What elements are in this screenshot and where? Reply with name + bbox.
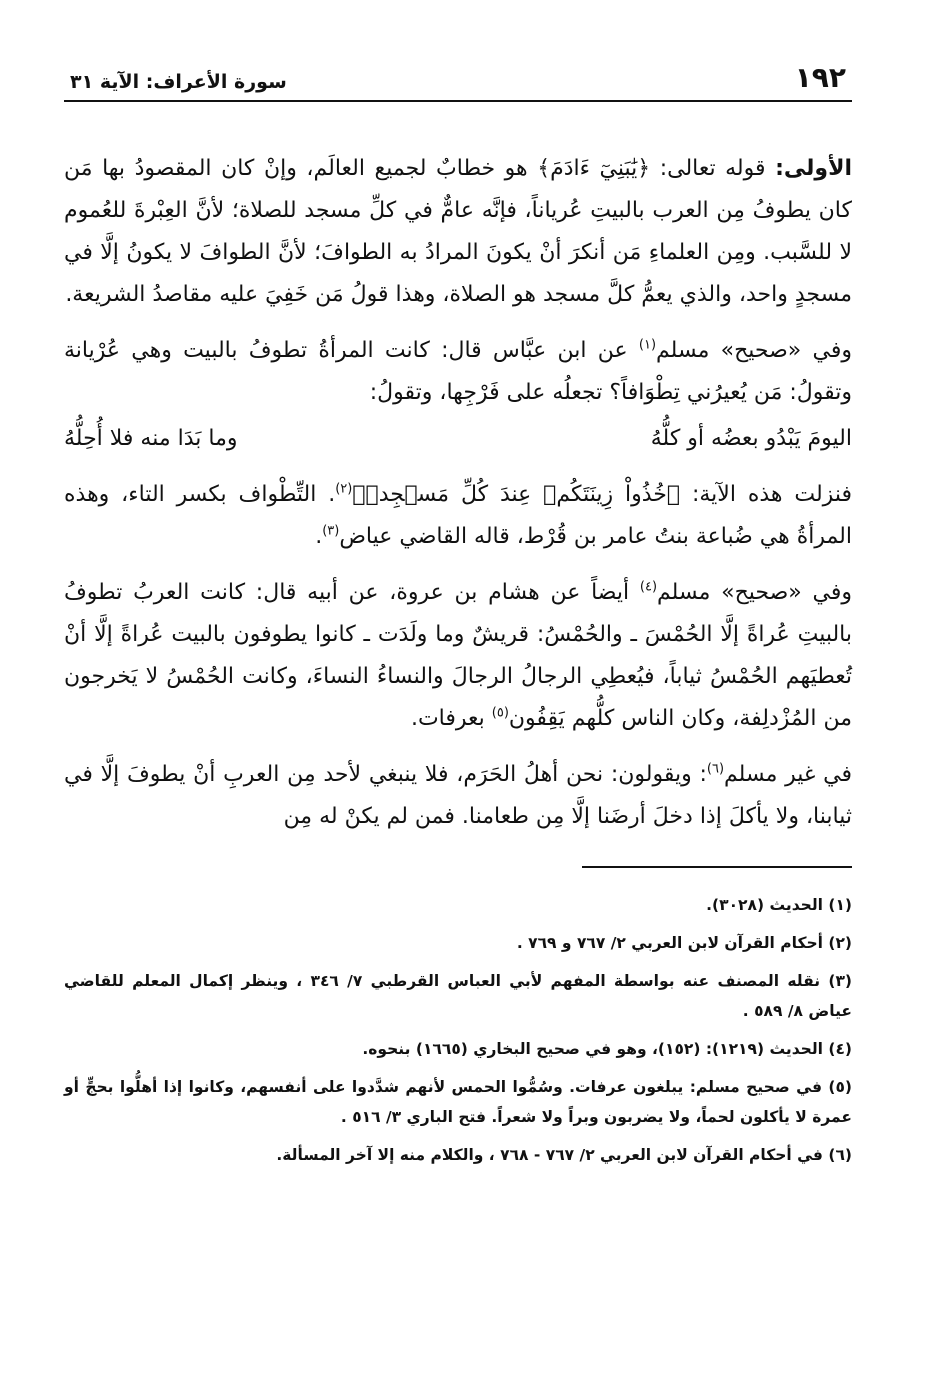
- verse-first-hemistich: اليومَ يَبْدُو بعضُه أو كلُّهُ: [650, 426, 852, 451]
- poetry-verse: [64, 418, 852, 460]
- footnote-ref[interactable]: (٢): [335, 481, 353, 497]
- paragraph-text: أيضاً عن هشام بن عروة، عن أبيه قال: كانت العربُ تطوفُ بالبيتِ عُراةً إلَّا الحُمْسَ ـ والحُمْسُ: قريشٌ وما ولَدَت ـ كانوا يطوفون بالبيت عُراةً إلَّا أنْ تُعطيَهم الحُمْسُ ثياباً، فيُعطِي الرجالُ الرجالَ والنساءُ النساءَ، وكانت الحُمْسُ لا يَخرجون من المُزْدلِفة، وكان الناس كلُّهم يَقِفُون: [64, 580, 852, 731]
- paragraph-text: : ويقولون: نحن أهلُ الحَرَم، فلا ينبغي لأحد مِن العربِ أنْ يطوفَ إلَّا في ثيابنا، ولا يأكلَ إذا دخلَ أرضَنا إلَّا مِن طعامنا. فمن لم يكنْ له مِن: [64, 762, 852, 829]
- footnote-ref[interactable]: (٥): [491, 705, 509, 721]
- footnote: (٢) أحكام القرآن لابن العربي ٢/ ٧٦٧ و ٧٦٩ .: [516, 934, 852, 952]
- footnote-ref[interactable]: (٤): [639, 579, 658, 595]
- footnote: (٦) في أحكام القرآن لابن العربي ٢/ ٧٦٧ - ٧٦٨ ، والكلام منه إلا آخر المسألة.: [276, 1146, 852, 1164]
- paragraph-text: وفي «صحيح» مسلم: [657, 580, 852, 605]
- footnote: (٤) الحديث (١٢١٩): (١٥٢)، وهو في صحيح البخاري (١٦٦٥) بنحوه.: [362, 1040, 852, 1058]
- verse-second-hemistich: وما بَدَا منه فلا أُحِلُّهُ: [64, 426, 238, 451]
- paragraph-text: بعرفات.: [410, 706, 492, 731]
- paragraph-revelation: [64, 474, 852, 558]
- page-number: ١٩٢: [794, 61, 846, 94]
- footnote-separator: [582, 866, 852, 868]
- footnote: (٥) في صحيح مسلم: يبلغون عرفات. وسُمُّوا الحمس لأنهم شدَّدوا على أنفسهم، وكانوا إذا أهلُّوا بحجٍّ أو عمرة لا يأكلون لحماً، ولا يضربون وبراً ولا شعراً. فتح الباري ٣/ ٥١٦ .: [64, 1078, 852, 1126]
- paragraph-first-issue: [64, 148, 852, 316]
- footnotes: [64, 890, 852, 1170]
- paragraph-hums: [64, 572, 852, 740]
- page-header: [64, 58, 852, 102]
- footnote-ref[interactable]: (١): [638, 337, 657, 353]
- running-title: سورة الأعراف: الآية ٣١: [70, 71, 287, 93]
- main-text: [64, 148, 852, 838]
- paragraph-muslim-hadith: [64, 330, 852, 414]
- book-page: [64, 58, 852, 1328]
- paragraph-text: . التِّطْواف بكسر التاء، وهذه المرأةُ هي ضُباعة بنتُ عامر بن قُرْط، قاله القاضي عياض: [64, 482, 852, 549]
- paragraph-text: فنزلت هذه الآية: ﴿خُذُواْ زِينَتَكُمۡ عِندَ كُلِّ مَسۡجِدٖ﴾: [352, 482, 852, 507]
- paragraph-text: عن ابن عبَّاس قال: كانت المرأةُ تطوفُ بالبيت وهي عُرْيانة وتقولُ: مَن يُعيرُني تِطْوَافاً؟ تجعلُه على فَرْجِها، وتقولُ:: [64, 338, 852, 405]
- footnote: (١) الحديث (٣٠٢٨).: [706, 896, 852, 914]
- footnote-ref[interactable]: (٣): [322, 523, 340, 539]
- paragraph-text: في غير مسلم: [724, 762, 852, 787]
- paragraph-text: وفي «صحيح» مسلم: [656, 338, 852, 363]
- paragraph-lead: الأولى:: [775, 156, 852, 181]
- footnote: (٣) نقله المصنف عنه بواسطة المفهم لأبي العباس القرطبي ٧/ ٣٤٦ ، وينظر إكمال المعلم للقاضي عياض ٨/ ٥٨٩ .: [64, 972, 853, 1020]
- footnote-ref[interactable]: (٦): [706, 761, 725, 777]
- paragraph-text: قوله تعالى: ﴿يَٰبَنِيٓ ءَادَمَ﴾ هو خطابٌ لجميع العالَم، وإنْ كان المقصودُ بها مَن كان يطوفُ مِن العرب بالبيتِ عُرياناً، فإنَّه عامٌّ في كلِّ مسجد للصلاة؛ لأنَّ العِبْرةَ للعُموم لا للسَّبب. ومِن العلماءِ مَن أنكرَ أنْ يكونَ المرادُ به الطوافَ؛ لأنَّ الطوافَ لا يكونُ إلَّا في مسجدٍ واحد، والذي يعمُّ كلَّ مسجد هو الصلاة، وهذا قولُ مَن خَفِيَ عليه مقاصدُ الشريعة.: [64, 156, 852, 307]
- paragraph-text: .: [315, 524, 323, 549]
- paragraph-other-sources: [64, 754, 852, 838]
